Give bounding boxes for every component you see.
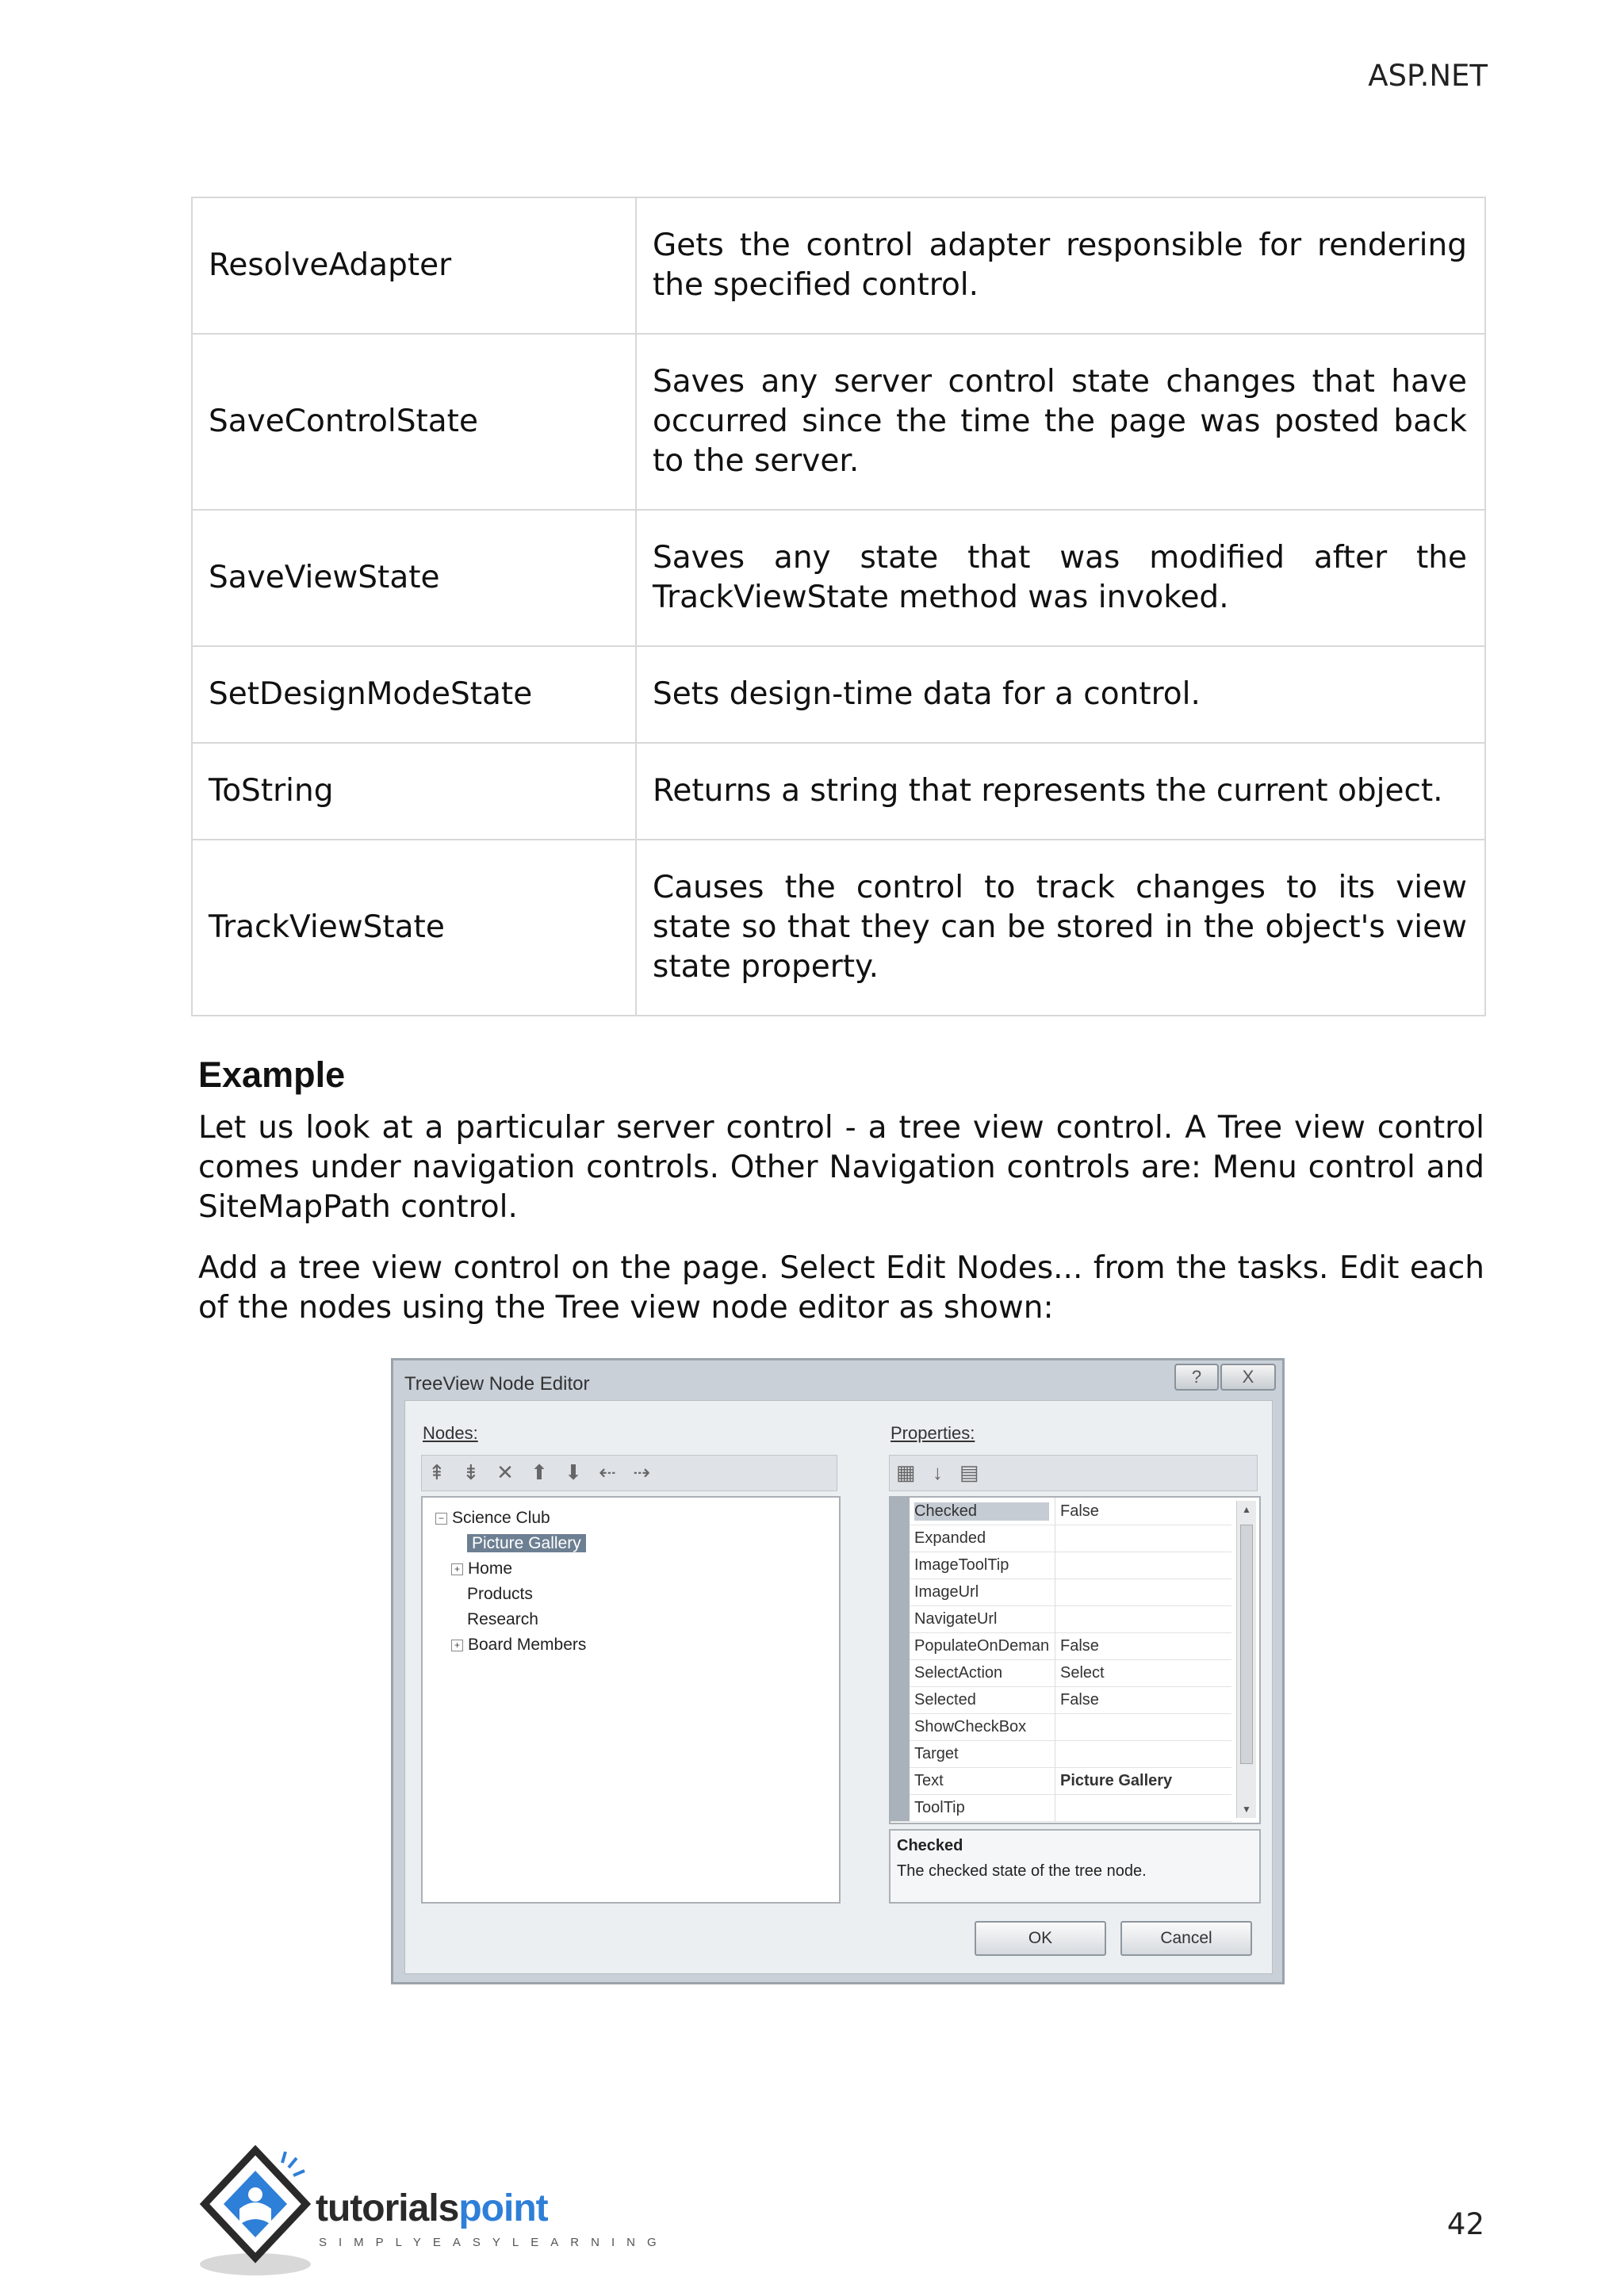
property-row[interactable]: [891, 1740, 1231, 1768]
remove-icon[interactable]: ✕: [496, 1460, 514, 1484]
table-row: [192, 197, 1485, 334]
tree-node-label: Research: [467, 1610, 538, 1628]
example-heading: Example: [198, 1054, 346, 1095]
outdent-icon[interactable]: ⇠: [599, 1460, 616, 1484]
property-row[interactable]: [891, 1794, 1231, 1822]
table-row: [192, 743, 1485, 840]
property-name: Target: [914, 1745, 959, 1762]
example-paragraph-1: Let us look at a particular server control - a tree view control. A Tree view control comes under navigation controls. Other Navigation controls are: Menu control and SiteMapPath control.: [198, 1110, 1484, 1225]
property-name: PopulateOnDeman: [914, 1637, 1049, 1655]
treeview-node-editor-dialog: [391, 1358, 1285, 1984]
tree-node-label-selected: Picture Gallery: [467, 1534, 586, 1552]
property-row[interactable]: [891, 1578, 1231, 1606]
property-name: ImageToolTip: [914, 1556, 1009, 1574]
tree-node-label: Board Members: [468, 1636, 587, 1654]
indent-icon[interactable]: ⇢: [633, 1460, 650, 1484]
property-name: ImageUrl: [914, 1583, 979, 1601]
close-button[interactable]: X: [1220, 1364, 1276, 1391]
property-row[interactable]: [891, 1498, 1231, 1525]
tree-node-label: Products: [467, 1585, 533, 1603]
property-name: Text: [914, 1772, 944, 1789]
property-pages-icon[interactable]: ▤: [959, 1460, 979, 1484]
property-row[interactable]: [891, 1767, 1231, 1795]
method-description: Saves any state that was modified after the TrackViewState method was invoked.: [636, 510, 1485, 646]
expand-icon[interactable]: +: [451, 1563, 463, 1575]
tree-node-label: Science Club: [452, 1509, 550, 1527]
move-up-icon[interactable]: ⬆: [530, 1460, 548, 1484]
description-text: The checked state of the tree node.: [897, 1862, 1147, 1880]
property-row[interactable]: [891, 1713, 1231, 1741]
logo-text-tutorials: tutorials: [316, 2187, 459, 2229]
property-value[interactable]: False: [1060, 1691, 1099, 1709]
tree-node[interactable]: [435, 1556, 586, 1582]
ok-button[interactable]: OK: [975, 1921, 1106, 1956]
method-description: Gets the control adapter responsible for rendering the specified control.: [636, 197, 1485, 334]
tree-node[interactable]: [435, 1531, 586, 1556]
logo-tagline: SIMPLYEASYLEARNING: [319, 2236, 668, 2249]
property-name: NavigateUrl: [914, 1610, 998, 1628]
scroll-down-icon[interactable]: ▼: [1242, 1804, 1251, 1815]
add-child-icon[interactable]: ⇟: [462, 1460, 480, 1484]
property-name: ShowCheckBox: [914, 1718, 1027, 1735]
table-row: [192, 646, 1485, 743]
property-value[interactable]: False: [1060, 1502, 1099, 1520]
property-value[interactable]: False: [1060, 1637, 1099, 1655]
dialog-title: TreeView Node Editor: [404, 1373, 590, 1395]
page-number: 42: [1446, 2207, 1484, 2241]
dialog-body: [404, 1400, 1273, 1974]
tree-node[interactable]: [435, 1607, 586, 1632]
tutorialspoint-logo: [198, 2145, 668, 2283]
logo-diamond-icon: [198, 2145, 317, 2280]
scroll-thumb[interactable]: [1240, 1525, 1253, 1764]
tree-node[interactable]: [435, 1632, 586, 1658]
property-row[interactable]: [891, 1659, 1231, 1687]
tree-view: [435, 1506, 586, 1658]
tree-node-label: Home: [468, 1559, 513, 1578]
property-row[interactable]: [891, 1552, 1231, 1579]
nodes-label: Nodes:: [423, 1423, 478, 1443]
property-name: Selected: [914, 1691, 976, 1709]
property-description-panel: [889, 1829, 1261, 1904]
tree-node[interactable]: [435, 1582, 586, 1607]
properties-toolbar: [889, 1455, 1258, 1491]
property-row[interactable]: [891, 1632, 1231, 1660]
table-row: [192, 510, 1485, 646]
property-name: ToolTip: [914, 1799, 965, 1816]
table-row: [192, 840, 1485, 1016]
scroll-up-icon[interactable]: ▲: [1242, 1504, 1251, 1515]
method-description: Saves any server control state changes that have occurred since the time the page was posted back to the server.: [636, 334, 1485, 510]
method-name: ResolveAdapter: [192, 197, 636, 334]
properties-scrollbar[interactable]: [1236, 1501, 1256, 1818]
help-button[interactable]: ?: [1174, 1364, 1219, 1391]
description-title: Checked: [897, 1837, 963, 1854]
logo-text-point: point: [458, 2187, 548, 2229]
alphabetical-icon[interactable]: ↓: [932, 1460, 943, 1484]
logo-wordmark: [316, 2187, 548, 2230]
header-title: ASP.NET: [1368, 59, 1488, 93]
method-description: Sets design-time data for a control.: [636, 646, 1485, 743]
property-value[interactable]: Select: [1060, 1664, 1105, 1682]
property-row[interactable]: [891, 1686, 1231, 1714]
nodes-toolbar: [421, 1455, 837, 1491]
example-paragraph-2: Add a tree view control on the page. Select Edit Nodes... from the tasks. Edit each of the nodes using the Tree view node editor as shown:: [198, 1250, 1484, 1326]
method-name: SaveViewState: [192, 510, 636, 646]
table-row: [192, 334, 1485, 510]
properties-label: Properties:: [891, 1423, 975, 1443]
add-root-icon[interactable]: ⇞: [428, 1460, 446, 1484]
property-value[interactable]: Picture Gallery: [1060, 1772, 1173, 1789]
method-name: ToString: [192, 743, 636, 840]
property-name: SelectAction: [914, 1664, 1003, 1682]
cancel-button[interactable]: Cancel: [1120, 1921, 1252, 1956]
nodes-tree-panel: [421, 1496, 841, 1904]
property-name: Expanded: [914, 1529, 986, 1547]
expand-icon[interactable]: +: [451, 1640, 463, 1651]
properties-grid: [889, 1496, 1261, 1824]
method-name: TrackViewState: [192, 840, 636, 1016]
move-down-icon[interactable]: ⬇: [565, 1460, 582, 1484]
tree-node-root[interactable]: [435, 1506, 586, 1531]
method-description: Returns a string that represents the current object.: [636, 743, 1485, 840]
collapse-icon[interactable]: −: [435, 1513, 447, 1525]
method-name: SaveControlState: [192, 334, 636, 510]
property-row[interactable]: [891, 1605, 1231, 1633]
property-row[interactable]: [891, 1525, 1231, 1552]
method-description: Causes the control to track changes to its view state so that they can be stored in the object's view state property.: [636, 840, 1485, 1016]
property-name: Checked: [914, 1502, 1049, 1521]
method-name: SetDesignModeState: [192, 646, 636, 743]
methods-table: [191, 197, 1486, 1016]
categorized-icon[interactable]: ▦: [896, 1460, 916, 1484]
